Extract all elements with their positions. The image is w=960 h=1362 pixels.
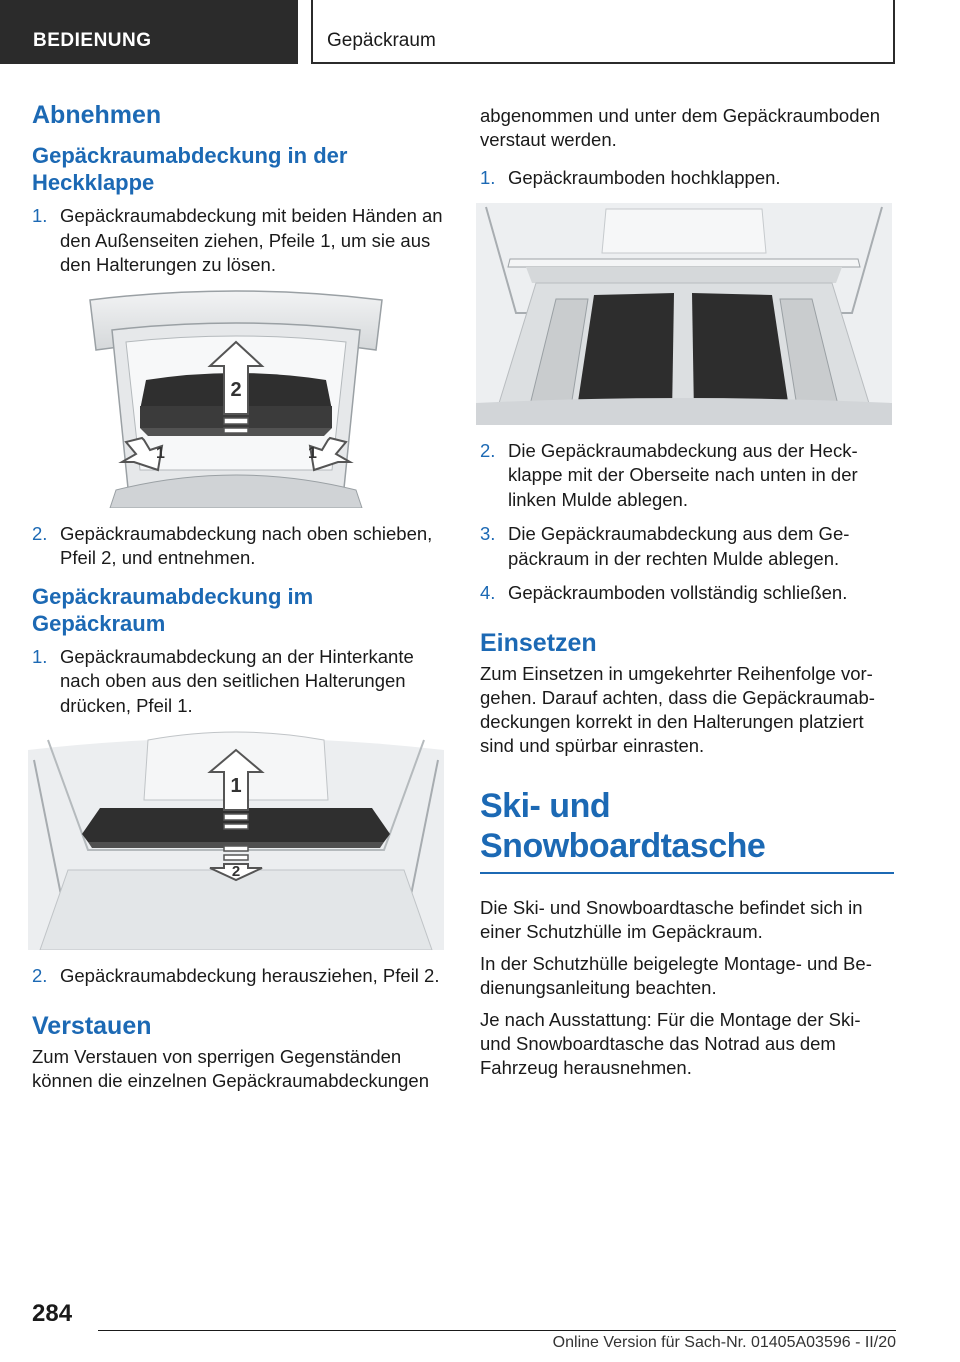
step-text: Gepäckraumboden hochklappen.	[508, 167, 781, 188]
figure-trunk-floor	[476, 203, 892, 425]
page-number: 284	[32, 1300, 73, 1327]
paragraph-ski-3: Je nach Ausstattung: Für die Montage der Ski- und Snowboardtasche das Notrad aus dem Fahrzeug herausnehmen.	[480, 1008, 861, 1078]
heading-heckklappe: Gepäckraumabdeckung in der Heckklappe	[32, 143, 348, 195]
paragraph-continued: abgenommen und unter dem Gepäckraumboden verstaut werden.	[480, 105, 881, 150]
step-text: Die Gepäckraumabdeckung aus der Heckklappe mit der Oberseite nach unten in der linken Mulde ablegen.	[508, 439, 858, 510]
step-item	[480, 439, 894, 513]
step-item	[480, 166, 894, 191]
footer-version: Online Version für Sach-Nr. 01405A03596 - II/20	[552, 1334, 896, 1351]
left-column	[32, 100, 446, 1101]
step-number: 1.	[32, 645, 48, 667]
step-number: 1.	[32, 205, 48, 226]
step-text: Gepäckraumboden vollständig schließen.	[508, 582, 848, 603]
step-number: 2.	[32, 965, 48, 986]
arrow-label-1-right: 1	[308, 444, 317, 462]
heading-abnehmen: Abnehmen	[32, 101, 162, 129]
step-item	[32, 645, 446, 719]
arrow-label-1: 1	[230, 775, 242, 797]
arrow-label-2: 2	[230, 378, 242, 401]
paragraph-ski-2: In der Schutzhülle beigelegte Montage- und Bedienungsanleitung beachten.	[480, 952, 872, 998]
step-item	[32, 964, 446, 989]
trunk-floor-illustration	[476, 203, 892, 425]
step-text: Gepäckraumabdeckung nach oben schieben, Pfeil 2, und entnehmen.	[60, 522, 433, 568]
step-item	[32, 204, 446, 278]
step-number: 4.	[480, 582, 496, 603]
heading-einsetzen: Einsetzen	[480, 628, 597, 657]
section-header: BEDIENUNG	[0, 0, 298, 64]
step-item	[480, 522, 894, 571]
step-text: Gepäckraumabdeckung an der Hinterkante nach oben aus den seitlichen Halterungen drücken, Pfeil 1.	[60, 645, 414, 716]
step-number: 1.	[480, 167, 496, 188]
step-text: Gepäckraumabdeckung mit beiden Händen an den Außenseiten ziehen, Pfeile 1, um sie aus den Halterungen zu lösen.	[60, 205, 443, 275]
step-item	[480, 581, 894, 606]
figure-trunk-cover	[28, 730, 444, 950]
heading-gepaeckraum: Gepäckraumabdeckung im Gepäckraum	[32, 583, 314, 636]
heading-verstauen: Verstauen	[32, 1011, 152, 1040]
paragraph-ski-1: Die Ski- und Snowboardtasche befindet sich in einer Schutzhülle im Gepäckraum.	[480, 896, 863, 942]
step-number: 2.	[32, 522, 48, 544]
trunk-illustration	[28, 730, 444, 950]
chapter-header: Gepäckraum	[311, 0, 895, 64]
step-number: 3.	[480, 523, 496, 544]
heading-ski-snowboard: Ski- und Snowboardtasche	[480, 786, 894, 874]
arrow-label-2: 2	[231, 863, 241, 880]
step-text: Gepäckraumabdeckung herausziehen, Pfeil 2.	[60, 965, 440, 986]
paragraph-verstauen: Zum Verstauen von sperrigen Gegenständen können die einzelnen Gepäckraumabdeckungen	[32, 1045, 430, 1091]
right-column	[480, 104, 894, 1088]
footer-divider	[98, 1330, 896, 1331]
step-item	[32, 522, 446, 571]
arrow-label-1-left: 1	[156, 444, 165, 462]
step-text: Die Gepäckraumabdeckung aus dem Gepäckraum in der rechten Mulde ablegen.	[508, 523, 850, 569]
step-number: 2.	[480, 439, 496, 461]
tailgate-illustration	[86, 290, 386, 508]
paragraph-einsetzen: Zum Einsetzen in umgekehrter Reihenfolge vorgehen. Darauf achten, dass die Gepäckraumabdeckungen korrekt in den Halterungen platziert sind und spürbar einrasten.	[480, 662, 875, 756]
figure-tailgate-cover	[86, 290, 386, 508]
